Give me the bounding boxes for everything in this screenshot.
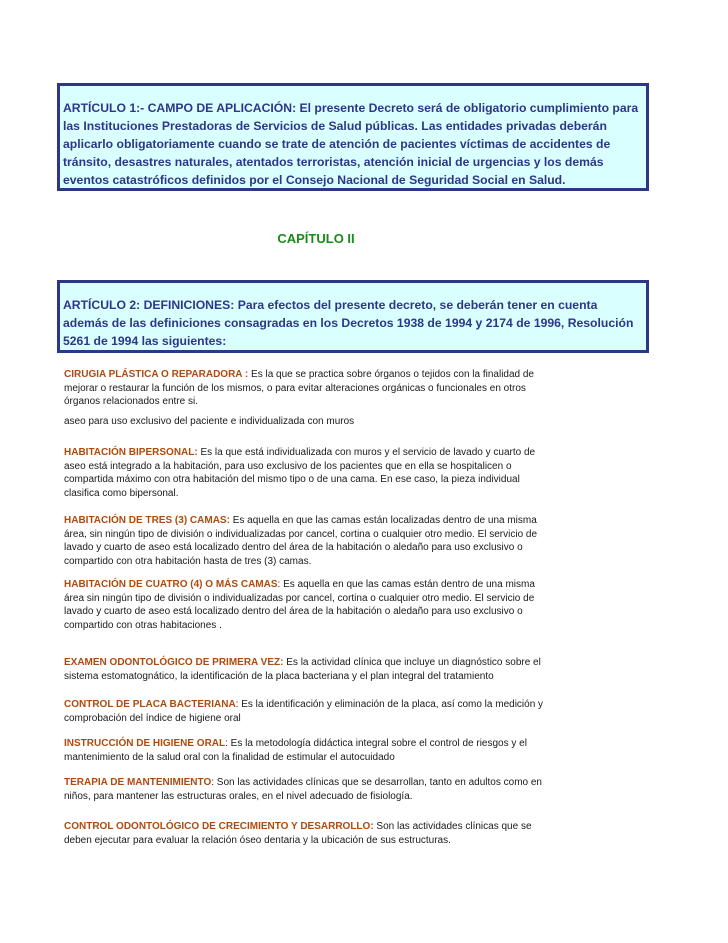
definition-term: HABITACIÓN BIPERSONAL: xyxy=(64,447,198,458)
definition-text: Es la que está individualizada con muros y el servicio de lavado y cuarto de aseo está integrado a la habitación, para uso exclusivo de los pacientes que en ella se hospitalicen o compartida máximo con otra habitación del mismo tipo o de una cama. En ese caso, la pieza individual clasifica como bipersonal. xyxy=(64,447,536,499)
definition-term: CONTROL DE PLACA BACTERIANA xyxy=(64,699,236,710)
definition-term: TERAPIA DE MANTENIMIENTO xyxy=(64,777,212,788)
article-1-box xyxy=(57,83,649,191)
article-2-text: ARTÍCULO 2: DEFINICIONES: Para efectos del presente decreto, se deberán tener en cuenta además de las definiciones consagradas en los Decretos 1938 de 1994 y 2174 de 1996, Resolución 5261 de 1994 las siguientes: xyxy=(63,298,634,348)
definition-term: HABITACIÓN DE CUATRO (4) O MÁS CAMAS xyxy=(64,579,278,590)
definition-control-placa xyxy=(64,698,552,725)
chapter-title: CAPÍTULO II xyxy=(277,231,355,246)
definition-text: : Es la identificación y eliminación de la placa, así como la medición y comprobación del índice de higiene oral xyxy=(64,699,544,724)
chapter-heading xyxy=(0,231,600,246)
definition-text: : Es la metodología didáctica integral sobre el control de riesgos y el mantenimiento de la salud oral con la finalidad de estimular el autocuidado xyxy=(64,738,527,763)
definition-text: : Es aquella en que las camas están dentro de una misma área sin ningún tipo de división o individualizadas por cancel, cortina o cualquier otro medio. El servicio de lavado y cuarto de aseo está localizado dentro del área de la habitación o aledaño para uso exclusivo o compartido con otras habitaciones . xyxy=(64,579,535,631)
definition-term: INSTRUCCIÓN DE HIGIENE ORAL xyxy=(64,738,226,749)
definition-habitacion-tres-camas xyxy=(64,514,552,568)
definition-text: Es aquella en que las camas están localizadas dentro de una misma área, sin ningún tipo de división o individualizadas por cancel, cortina o cualquier otro medio. El servicio de lavado y cuarto de aseo está localizado dentro del área de la habitación o aledaño para uso exclusivo o compartido con otra habitación hasta de tres (3) camas. xyxy=(64,515,538,567)
definition-term: CIRUGIA PLÁSTICA O REPARADORA : xyxy=(64,369,249,380)
definition-control-crecimiento xyxy=(64,820,552,847)
definition-cirugia-plastica xyxy=(64,368,552,409)
definition-terapia-mantenimiento xyxy=(64,776,552,803)
definition-term: EXAMEN ODONTOLÓGICO DE PRIMERA VEZ: xyxy=(64,657,284,668)
definition-examen-odontologico xyxy=(64,656,552,683)
definition-text: : Son las actividades clínicas que se desarrollan, tanto en adultos como en niños, para mantener las estructuras orales, en el nivel adecuado de fisiología. xyxy=(64,777,542,802)
definition-habitacion-cuatro-camas xyxy=(64,578,552,632)
article-2-box xyxy=(57,280,649,353)
definition-term: CONTROL ODONTOLÓGICO DE CRECIMIENTO Y DESARROLLO: xyxy=(64,821,374,832)
fragment-line: aseo para uso exclusivo del paciente e individualizada con muros xyxy=(64,416,355,427)
definition-instruccion-higiene xyxy=(64,737,552,764)
definition-habitacion-bipersonal xyxy=(64,446,552,500)
article-1-text: ARTÍCULO 1:- CAMPO DE APLICACIÓN: El presente Decreto será de obligatorio cumplimiento para las Instituciones Prestadoras de Servicios de Salud públicas. Las entidades privadas deberán aplicarlo obligatoriamente cuando se trate de atención de pacientes víctimas de accidentes de tránsito, desastres naturales, atentados terroristas, atención inicial de urgencias y los demás eventos catastróficos definidos por el Consejo Nacional de Seguridad Social en Salud. xyxy=(63,101,639,187)
definition-text: Son las actividades clínicas que se deben ejecutar para evaluar la relación óseo dentaria y la ubicación de sus estructuras. xyxy=(64,821,532,846)
definition-text: Es la que se practica sobre órganos o tejidos con la finalidad de mejorar o restaurar la función de los mismos, o para evitar alteraciones orgánicas o funcionales en otros órganos relacionados entre si. xyxy=(64,369,534,407)
definition-term: HABITACIÓN DE TRES (3) CAMAS: xyxy=(64,515,230,526)
definition-text: Es la actividad clínica que incluye un diagnóstico sobre el sistema estomatognático, la identificación de la placa bacteriana y el plan integral del tratamiento xyxy=(64,657,541,682)
